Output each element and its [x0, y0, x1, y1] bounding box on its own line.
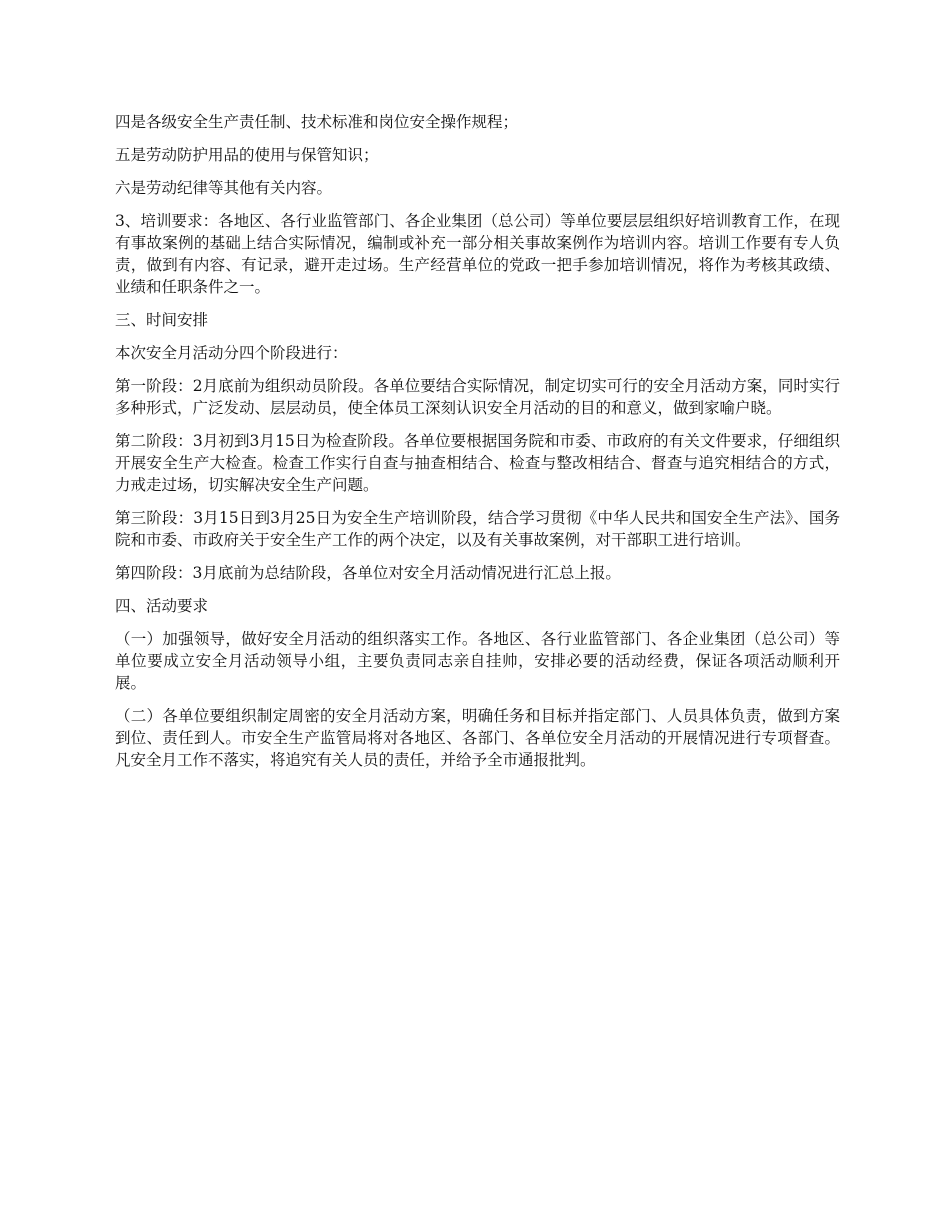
paragraph-requirement-one: （一）加强领导，做好安全月活动的组织落实工作。各地区、各行业监管部门、各企业集团（总公司）等单位要成立安全月活动领导小组，主要负责同志亲自挂帅，安排必要的活动经费，保证各项活动顺利开展。	[115, 630, 840, 692]
paragraph-training-requirements: 3、培训要求：各地区、各行业监管部门、各企业集团（总公司）等单位要层层组织好培训教育工作，在现有事故案例的基础上结合实际情况，编制或补充一部分相关事故案例作为培训内容。培训工作要有专人负责，做到有内容、有记录，避开走过场。生产经营单位的党政一把手参加培训情况，将作为考核其政绩、业绩和任职条件之一。	[115, 212, 840, 296]
paragraph-training-content-4: 四是各级安全生产责任制、技术标准和岗位安全操作规程；	[115, 113, 519, 131]
paragraph-schedule-intro: 本次安全月活动分四个阶段进行：	[115, 344, 348, 362]
paragraph-training-content-5: 五是劳动防护用品的使用与保管知识；	[115, 146, 379, 164]
document-body	[115, 111, 840, 771]
section-heading-schedule: 三、时间安排	[115, 311, 209, 329]
paragraph-stage-one: 第一阶段：2月底前为组织动员阶段。各单位要结合实际情况，制定切实可行的安全月活动方案，同时实行多种形式，广泛发动、层层动员，使全体员工深刻认识安全月活动的目的和意义，做到家喻户晓。	[115, 377, 840, 417]
paragraph-stage-four: 第四阶段：3月底前为总结阶段，各单位对安全月活动情况进行汇总上报。	[115, 564, 621, 582]
paragraph-stage-two: 第二阶段：3月初到3月15日为检查阶段。各单位要根据国务院和市委、市政府的有关文件要求，仔细组织开展安全生产大检查。检查工作实行自查与抽查相结合、检查与整改相结合、督查与追究相结合的方式，力戒走过场，切实解决安全生产问题。	[115, 432, 840, 494]
section-heading-requirements: 四、活动要求	[115, 597, 209, 615]
paragraph-training-content-6: 六是劳动纪律等其他有关内容。	[115, 179, 333, 197]
paragraph-stage-three: 第三阶段：3月15日到3月25日为安全生产培训阶段，结合学习贯彻《中华人民共和国安全生产法》、国务院和市委、市政府关于安全生产工作的两个决定，以及有关事故案例，对干部职工进行培训。	[115, 509, 840, 549]
paragraph-requirement-two: （二）各单位要组织制定周密的安全月活动方案，明确任务和目标并指定部门、人员具体负责，做到方案到位、责任到人。市安全生产监管局将对各地区、各部门、各单位安全月活动的开展情况进行专项督查。凡安全月工作不落实，将追究有关人员的责任，并给予全市通报批判。	[115, 707, 840, 769]
